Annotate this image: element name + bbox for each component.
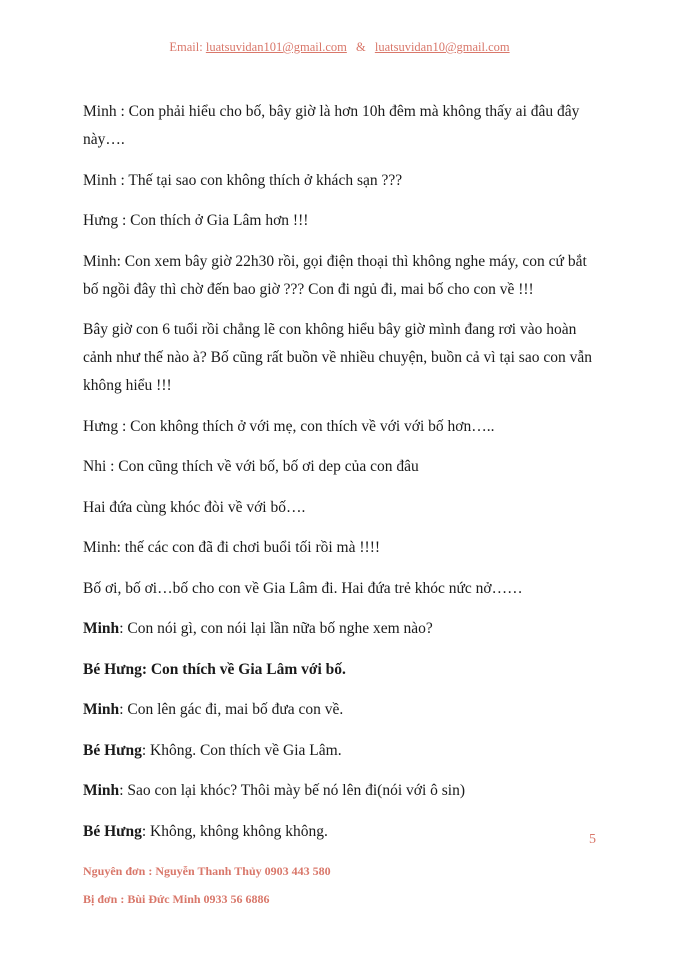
transcript-paragraph	[83, 167, 603, 195]
dialogue-text: : Sao con lại khóc? Thôi mày bế nó lên đi(nói với ô sin)	[119, 782, 466, 799]
dialogue-text: Minh: Con xem bây giờ 22h30 rồi, gọi điện thoại thì không nghe máy, con cứ bắt bố ngồi đây thì chờ đến bao giờ ??? Con đi ngủ đi, mai bố cho con về !!!	[83, 252, 587, 298]
email-label: Email:	[169, 40, 203, 54]
dialogue-text: : Con lên gác đi, mai bố đưa con về.	[119, 701, 344, 718]
page-header	[0, 40, 679, 55]
footer-defendant: Bị đơn : Bùi Đức Minh 0933 56 6886	[83, 892, 270, 906]
transcript-paragraph	[83, 453, 603, 481]
speaker-name: Bé Hưng	[83, 822, 142, 840]
transcript-paragraph	[83, 248, 603, 304]
speaker-name: Minh	[83, 782, 120, 799]
speaker-name: Minh	[83, 620, 120, 637]
transcript-paragraph	[83, 207, 603, 235]
transcript-paragraph	[83, 316, 603, 400]
speaker-name: Bé Hưng	[83, 741, 142, 759]
transcript-paragraph	[83, 818, 603, 846]
transcript-paragraph	[83, 575, 603, 603]
speaker-name: Minh	[83, 701, 120, 718]
speaker-name: Bé Hưng	[83, 660, 142, 678]
dialogue-text: Minh : Con phải hiểu cho bố, bây giờ là hơn 10h đêm mà không thấy ai đâu đây này….	[83, 103, 580, 148]
dialogue-text: : Không, không không không.	[141, 822, 328, 840]
dialogue-text: Bây giờ con 6 tuổi rồi chẳng lẽ con không hiểu bây giờ mình đang rơi vào hoàn cảnh như thế nào à? Bố cũng rất buồn về nhiều chuyện, buồn cả vì tại sao con vẫn không hiểu !!!	[83, 321, 592, 394]
page-number: 5	[589, 832, 596, 847]
transcript-paragraph	[83, 615, 603, 643]
dialogue-text: Hưng : Con không thích ở với mẹ, con thích về với với bố hơn…..	[83, 417, 495, 435]
transcript-paragraph	[83, 737, 603, 765]
transcript-paragraph	[83, 696, 603, 724]
transcript-paragraph	[83, 656, 603, 684]
transcript-paragraph	[83, 413, 603, 441]
transcript-paragraph	[83, 494, 603, 522]
dialogue-text: Minh: thế các con đã đi chơi buổi tối rồi mà !!!!	[83, 539, 381, 556]
email-link-2[interactable]: luatsuvidan10@gmail.com	[374, 40, 510, 54]
dialogue-text: : Con thích về Gia Lâm với bố.	[141, 660, 346, 678]
transcript-paragraph	[83, 534, 603, 562]
dialogue-text: Minh : Thế tại sao con không thích ở khách sạn ???	[83, 171, 403, 189]
footer-plaintiff: Nguyên đơn : Nguyễn Thanh Thủy 0903 443 580	[83, 864, 331, 878]
dialogue-text: : Con nói gì, con nói lại lần nữa bố nghe xem nào?	[119, 620, 433, 637]
transcript-paragraph	[83, 98, 603, 154]
dialogue-text: Hai đứa cùng khóc đòi về với bố….	[83, 498, 306, 516]
transcript-paragraph	[83, 777, 603, 805]
dialogue-text: Bố ơi, bố ơi…bố cho con về Gia Lâm đi. Hai đứa trẻ khóc nức nở……	[83, 579, 523, 597]
transcript-body	[83, 98, 603, 858]
email-link-1[interactable]: luatsuvidan101@gmail.com	[205, 40, 347, 54]
dialogue-text: : Không. Con thích về Gia Lâm.	[141, 741, 342, 759]
dialogue-text: Hưng : Con thích ở Gia Lâm hơn !!!	[83, 212, 309, 229]
email-separator: &	[355, 40, 366, 54]
dialogue-text: Nhi : Con cũng thích về với bố, bố ơi dep của con đâu	[83, 458, 419, 475]
